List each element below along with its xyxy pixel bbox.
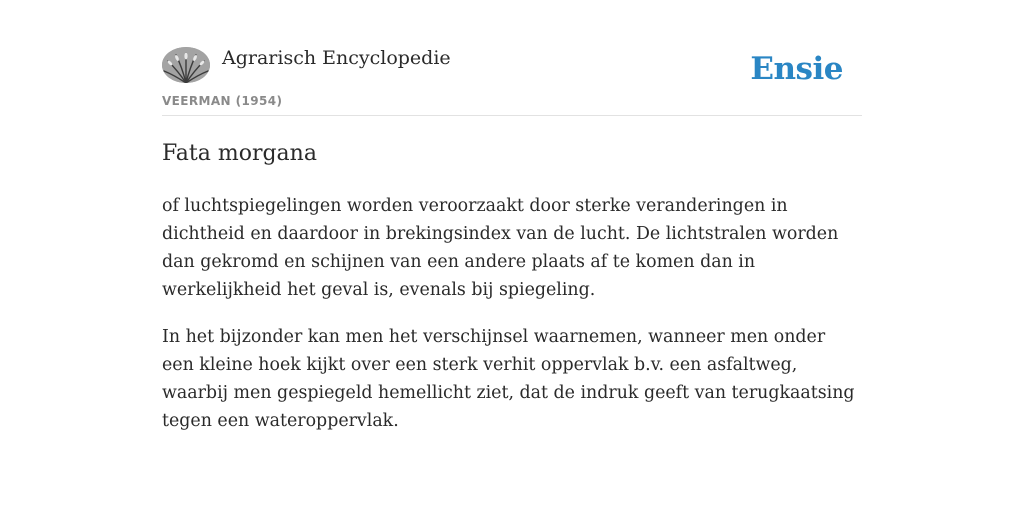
source-logo[interactable] <box>162 47 210 83</box>
source-name[interactable]: Agrarisch Encyclopedie <box>222 47 451 69</box>
article-title: Fata morgana <box>162 141 317 166</box>
page <box>162 0 862 512</box>
source-meta: VEERMAN (1954) <box>162 94 283 108</box>
wheat-icon <box>162 47 210 83</box>
article-body <box>162 192 862 454</box>
header <box>162 0 862 116</box>
article-paragraph: In het bijzonder kan men het verschijnsel waarnemen, wanneer men onder een kleine hoek kijkt over een sterk verhit oppervlak b.v. een asfaltweg, waarbij men gespiegeld hemellicht ziet, dat de indruk geeft van terugkaatsing tegen een wateroppervlak. <box>162 327 855 431</box>
brand-logo[interactable]: Ensie <box>750 51 843 87</box>
article-paragraph: of luchtspiegelingen worden veroorzaakt door sterke veranderingen in dichtheid en daardoor in brekingsindex van de lucht. De lichtstralen worden dan gekromd en schijnen van een andere plaats af te komen dan in werkelijkheid het geval is, evenals bij spiegeling. <box>162 196 839 300</box>
